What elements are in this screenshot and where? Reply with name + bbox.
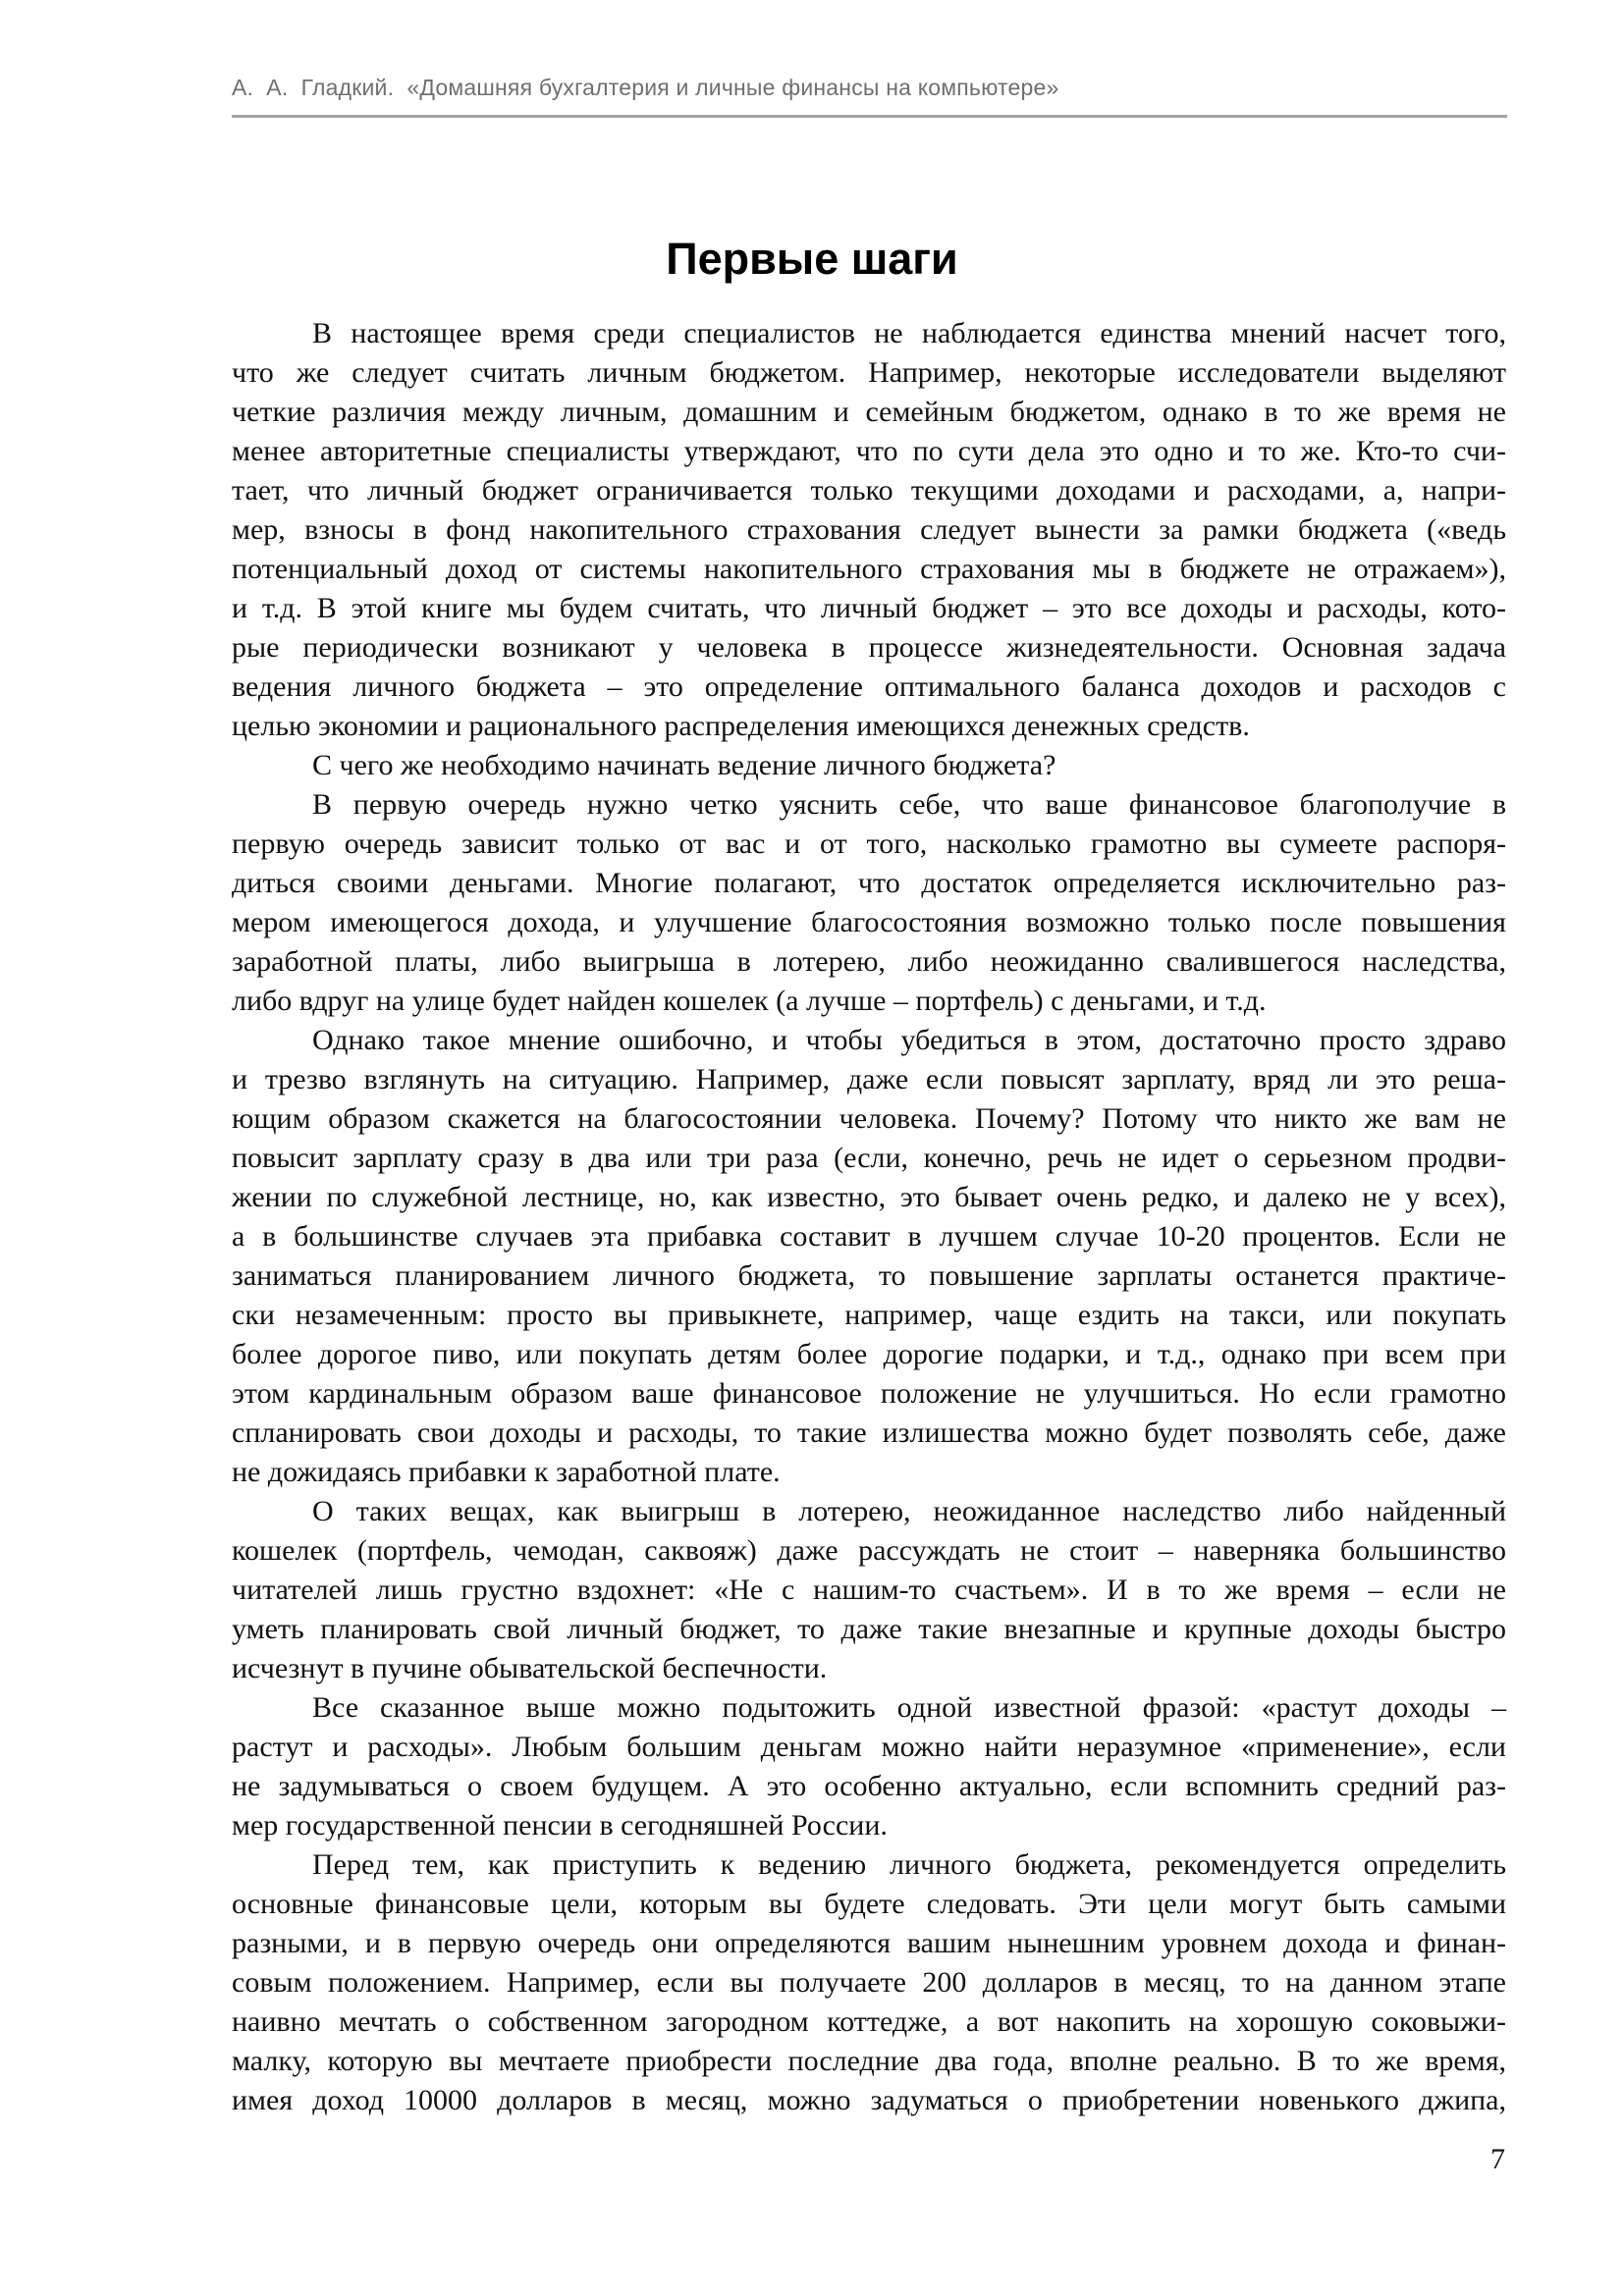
text-line: уметь планировать свой личный бюджет, то даже такие внезапные и крупные доходы быстро (232, 1613, 1506, 1645)
text-line: заниматься планированием личного бюджета, то повышение зарплаты останется практиче- (232, 1259, 1506, 1292)
text-line: не задумываться о своем будущем. А это особенно актуально, если вспомнить средний раз- (232, 1770, 1506, 1802)
text-line: либо вдруг на улице будет найден кошелек (а лучше – портфель) с деньгами, и т.д. (232, 985, 1267, 1017)
text-line: этом кардинальным образом ваше финансовое положение не улучшиться. Но если грамотно (232, 1377, 1506, 1410)
body-text (232, 314, 1506, 2120)
text-line: разными, и в первую очередь они определяются вашим нынешним уровнем дохода и финан- (232, 1927, 1506, 1959)
paragraph (232, 785, 1506, 1021)
text-line: основные финансовые цели, которым вы будете следовать. Эти цели могут быть самыми (232, 1888, 1506, 1920)
page-number: 7 (1490, 2143, 1505, 2175)
text-line: В настоящее время среди специалистов не наблюдается единства мнений насчет того, (312, 317, 1506, 349)
text-line: Однако такое мнение ошибочно, и чтобы убедиться в этом, достаточно просто здраво (312, 1024, 1506, 1056)
text-line: Все сказанное выше можно подытожить одной известной фразой: «растут доходы – (312, 1691, 1506, 1724)
text-line: что же следует считать личным бюджетом. Например, некоторые исследователи выделяют (232, 356, 1506, 389)
text-line: имея доход 10000 долларов в месяц, можно задуматься о приобретении новенького джипа, (232, 2084, 1506, 2116)
text-line: малку, которую вы мечтаете приобрести последние два года, вполне реально. В то же время, (232, 2045, 1506, 2077)
text-line: а в большинстве случаев эта прибавка составит в лучшем случае 10-20 процентов. Если не (232, 1220, 1506, 1253)
text-line: первую очередь зависит только от вас и от того, насколько грамотно вы сумеете распоря- (232, 828, 1506, 860)
text-line: кошелек (портфель, чемодан, саквояж) даже рассуждать не стоит – наверняка большинство (232, 1534, 1506, 1567)
text-line: наивно мечтать о собственном загородном коттедже, а вот накопить на хорошую соковыжи- (232, 2005, 1506, 2038)
text-line: потенциальный доход от системы накопительного страхования мы в бюджете не отражаем»), (232, 553, 1506, 585)
text-line: спланировать свои доходы и расходы, то такие излишества можно будет позволять себе, даже (232, 1416, 1506, 1449)
text-line: и т.д. В этой книге мы будем считать, что личный бюджет – это все доходы и расходы, кото- (232, 592, 1506, 624)
text-line: мером имеющегося дохода, и улучшение благосостояния возможно только после повышения (232, 906, 1506, 938)
paragraph (232, 1688, 1506, 1845)
text-line: более дорогое пиво, или покупать детям более дорогие подарки, и т.д., однако при всем при (232, 1338, 1506, 1370)
text-line: тает, что личный бюджет ограничивается только текущими доходами и расходами, а, напри- (232, 474, 1506, 507)
text-line: рые периодически возникают у человека в процессе жизнедеятельности. Основная задача (232, 631, 1506, 664)
paragraph (232, 1021, 1506, 1492)
text-line: совым положением. Например, если вы получаете 200 долларов в месяц, то на данном этапе (232, 1966, 1506, 1999)
text-line: ющим образом скажется на благосостоянии человека. Почему? Потому что никто же вам не (232, 1102, 1506, 1135)
text-line: читателей лишь грустно вздохнет: «Не с нашим-то счастьем». И в то же время – если не (232, 1574, 1506, 1606)
paragraph (232, 1845, 1506, 2120)
text-line: В первую очередь нужно четко уяснить себе, что ваше финансовое благополучие в (312, 788, 1506, 821)
text-line: Перед тем, как приступить к ведению личного бюджета, рекомендуется определить (312, 1848, 1506, 1881)
text-line: целью экономии и рационального распределения имеющихся денежных средств. (232, 710, 1250, 742)
text-line: заработной платы, либо выигрыша в лотерею, либо неожиданно свалившегося наследства, (232, 945, 1506, 978)
text-line: диться своими деньгами. Многие полагают, что достаток определяется исключительно раз- (232, 867, 1506, 899)
text-line: повысит зарплату сразу в два или три раза (если, конечно, речь не идет о серьезном продви- (232, 1142, 1506, 1174)
paragraph (232, 746, 1506, 785)
text-line: мер государственной пенсии в сегодняшней России. (232, 1809, 888, 1842)
text-line: растут и расходы». Любым большим деньгам можно найти неразумное «применение», если (232, 1731, 1506, 1763)
paragraph (232, 1492, 1506, 1688)
paragraph (232, 314, 1506, 746)
text-line: и трезво взглянуть на ситуацию. Например, даже если повысят зарплату, вряд ли это реша- (232, 1063, 1506, 1095)
text-line: С чего же необходимо начинать ведение личного бюджета? (312, 749, 1056, 781)
chapter-title: Первые шаги (666, 234, 958, 284)
text-line: мер, взносы в фонд накопительного страхования следует вынести за рамки бюджета («ведь (232, 513, 1506, 546)
text-line: О таких вещах, как выигрыш в лотерею, неожиданное наследство либо найденный (312, 1495, 1506, 1527)
text-line: жении по служебной лестнице, но, как известно, это бывает очень редко, и далеко не у всех), (232, 1181, 1506, 1213)
text-line: ски незамеченным: просто вы привыкнете, например, чаще ездить на такси, или покупать (232, 1299, 1506, 1331)
text-line: четкие различия между личным, домашним и семейным бюджетом, однако в то же время не (232, 396, 1506, 428)
header-rule (232, 115, 1507, 118)
text-line: ведения личного бюджета – это определение оптимального баланса доходов и расходов с (232, 670, 1506, 703)
text-line: исчезнут в пучине обывательской беспечности. (232, 1652, 828, 1684)
running-head: А. А. Гладкий. «Домашняя бухгалтерия и личные финансы на компьютере» (232, 75, 1059, 100)
text-line: не дожидаясь прибавки к заработной плате. (232, 1456, 781, 1488)
text-line: менее авторитетные специалисты утверждают, что по сути дела это одно и то же. Кто-то счи- (232, 435, 1506, 467)
